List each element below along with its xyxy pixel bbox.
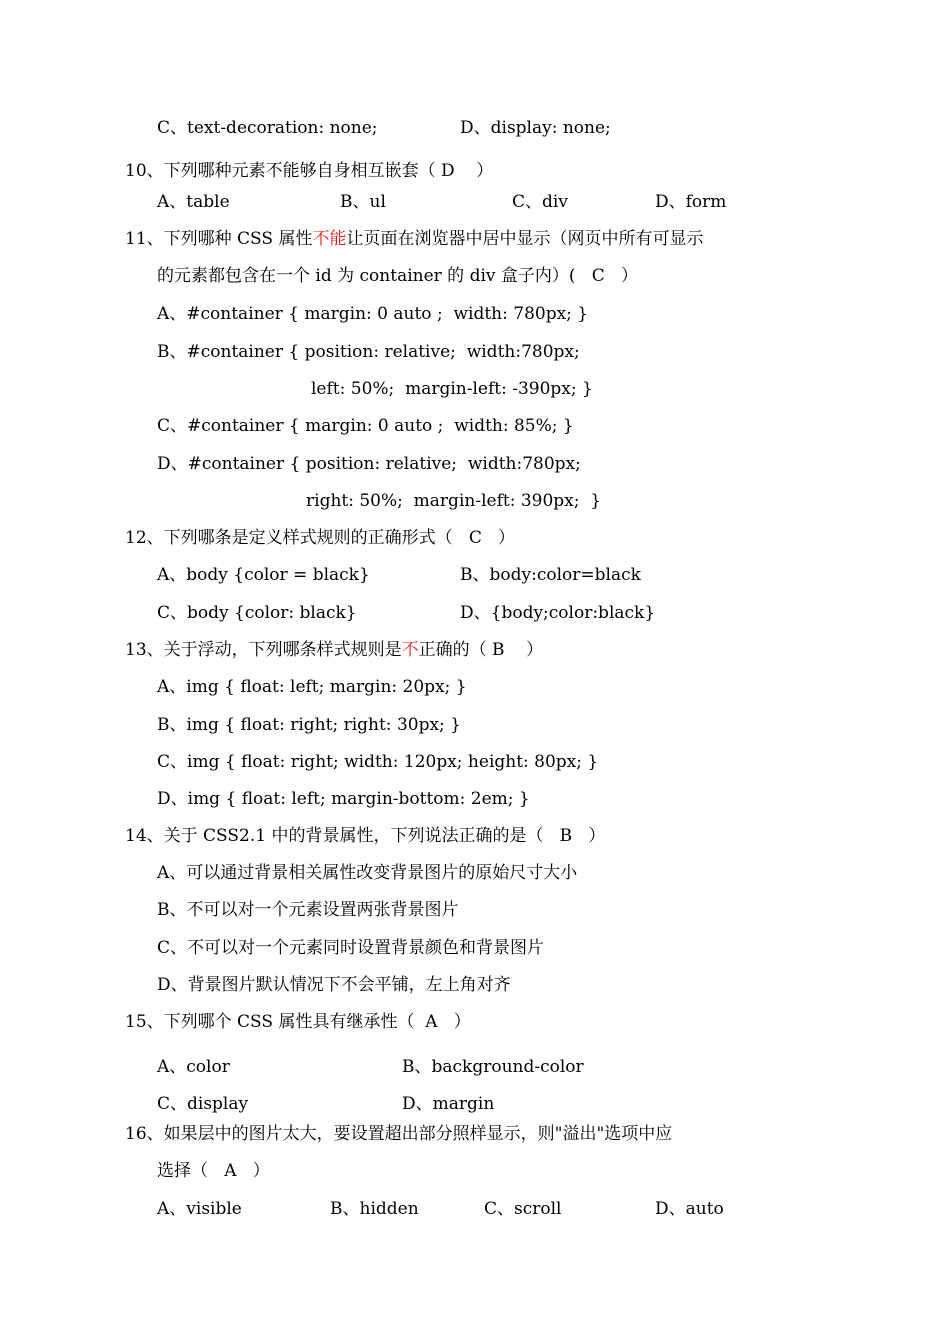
q10-option-b: B、ul (340, 192, 386, 212)
q9-option-c: C、text-decoration: none; (157, 118, 378, 138)
q11-stem (125, 227, 703, 251)
q11-stem-after: 让页面在浏览器中居中显示（网页中所有可显示 (346, 229, 704, 249)
q11-stem-highlight: 不能 (312, 229, 347, 249)
q13-option-a: A、img { float: left; margin: 20px; } (157, 677, 467, 697)
q15-option-d: D、margin (402, 1094, 495, 1114)
q10-option-a: A、table (157, 192, 230, 212)
q14-option-b: B、不可以对一个元素设置两张背景图片 (157, 900, 459, 920)
q12-stem: 12、下列哪条是定义样式规则的正确形式（ C ） (125, 528, 516, 548)
q15-option-c: C、display (157, 1094, 249, 1114)
q14-option-d: D、背景图片默认情况下不会平铺，左上角对齐 (157, 975, 511, 995)
q12-option-b: B、body:color=black (460, 565, 641, 585)
q15-option-b: B、background-color (402, 1057, 584, 1077)
q11-stem-before: 11、下列哪种 CSS 属性 (125, 229, 313, 249)
q12-option-c: C、body {color: black} (157, 603, 357, 623)
q16-stem-line1: 16、如果层中的图片太大，要设置超出部分照样显示，则"溢出"选项中应 (125, 1124, 673, 1144)
q15-option-a: A、color (157, 1057, 230, 1077)
q13-stem (125, 638, 543, 662)
q16-option-c: C、scroll (484, 1199, 562, 1219)
q13-option-c: C、img { float: right; width: 120px; height: 80px; } (157, 752, 599, 772)
q11-option-b-line1: B、#container { position: relative; width:780px; (157, 342, 580, 362)
q11-option-c: C、#container { margin: 0 auto ; width: 85%; } (157, 416, 574, 436)
q11-option-d-line1: D、#container { position: relative; width:780px; (157, 454, 581, 474)
q13-stem-before: 13、关于浮动，下列哪条样式规则是 (125, 640, 402, 660)
q11-option-b-line2: left: 50%; margin-left: -390px; } (311, 379, 593, 399)
q9-option-d: D、display: none; (460, 118, 611, 138)
q13-option-b: B、img { float: right; right: 30px; } (157, 715, 461, 735)
q13-stem-highlight: 不 (401, 640, 419, 660)
q13-stem-after: 正确的（ B ） (418, 640, 544, 660)
q16-option-b: B、hidden (330, 1199, 419, 1219)
q14-option-c: C、不可以对一个元素同时设置背景颜色和背景图片 (157, 938, 545, 958)
q10-stem: 10、下列哪种元素不能够自身相互嵌套（ D ） (125, 161, 494, 181)
q12-option-d: D、{body;color:black} (460, 603, 656, 623)
q14-option-a: A、可以通过背景相关属性改变背景图片的原始尺寸大小 (157, 863, 578, 883)
q16-option-d: D、auto (655, 1199, 724, 1219)
q15-stem: 15、下列哪个 CSS 属性具有继承性（ A ） (125, 1012, 471, 1032)
q14-stem: 14、关于 CSS2.1 中的背景属性，下列说法正确的是（ B ） (125, 826, 606, 846)
q13-option-d: D、img { float: left; margin-bottom: 2em; } (157, 789, 530, 809)
q10-option-d: D、form (655, 192, 727, 212)
q10-option-c: C、div (512, 192, 568, 212)
q16-stem-line2: 选择（ A ） (157, 1161, 270, 1181)
q11-option-a: A、#container { margin: 0 auto ; width: 780px; } (157, 304, 589, 324)
q11-stem-line2: 的元素都包含在一个 id 为 container 的 div 盒子内）( C ） (157, 266, 638, 286)
q16-option-a: A、visible (157, 1199, 242, 1219)
q11-option-d-line2: right: 50%; margin-left: 390px; } (306, 491, 602, 511)
q12-option-a: A、body {color = black} (157, 565, 370, 585)
